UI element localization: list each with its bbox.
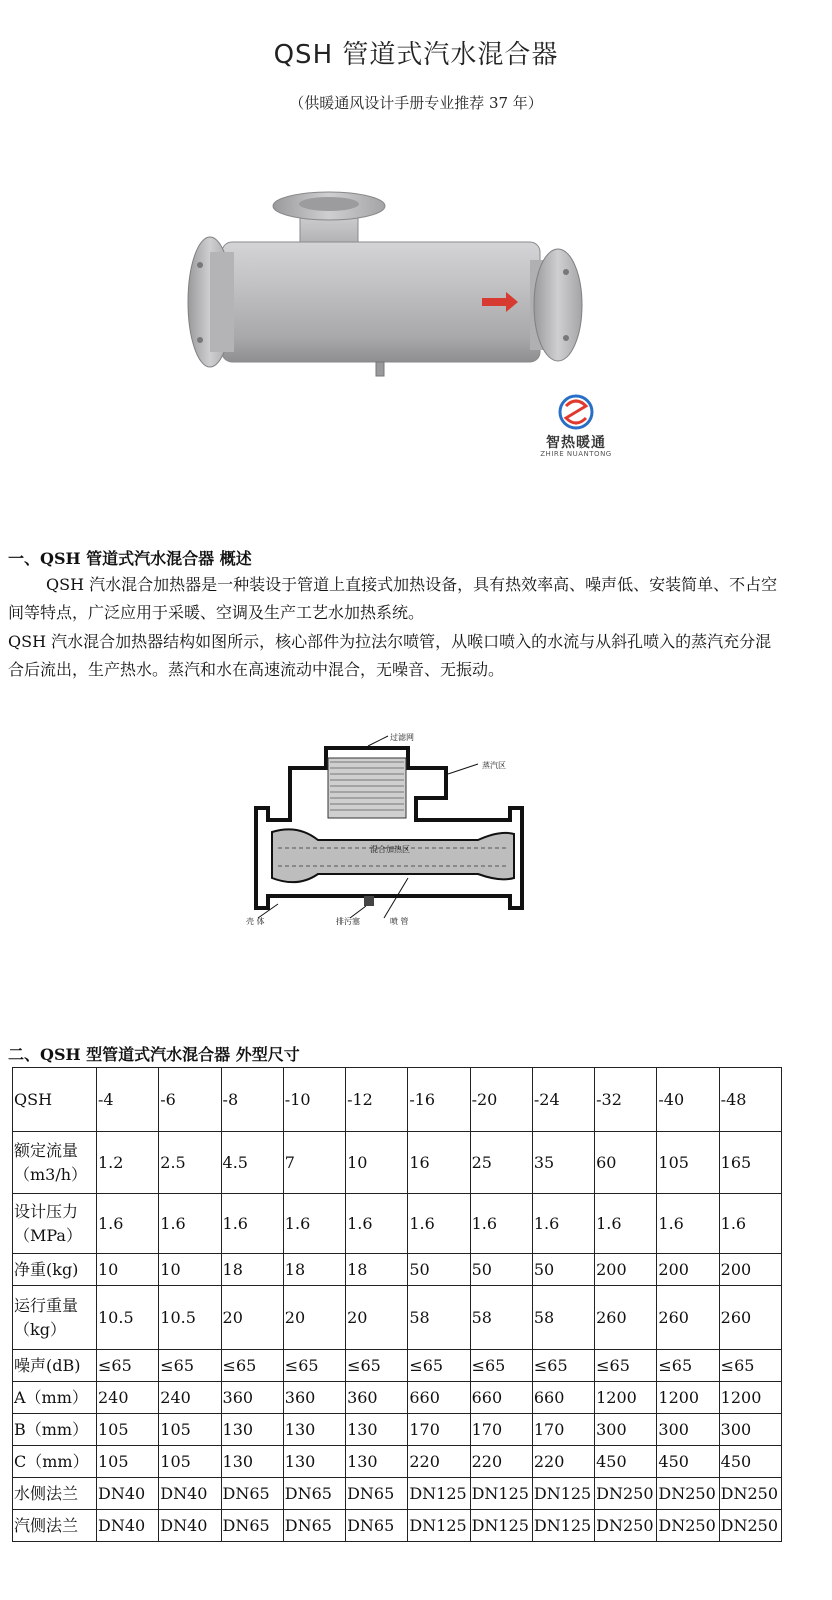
table-cell: -10 <box>283 1068 345 1132</box>
table-cell: 130 <box>283 1414 345 1446</box>
table-cell: 165 <box>719 1132 781 1194</box>
table-cell: 105 <box>97 1414 159 1446</box>
table-cell: ≤65 <box>532 1350 594 1382</box>
section1-heading: 一、QSH 管道式汽水混合器 概述 <box>8 549 252 568</box>
spec-table-body <box>13 1068 782 1542</box>
table-cell: 1.6 <box>283 1194 345 1254</box>
table-cell: 20 <box>221 1286 283 1350</box>
diagram-label-mixing-zone: 混合加热区 <box>370 845 410 854</box>
table-cell: 1.6 <box>470 1194 532 1254</box>
table-cell: 200 <box>595 1254 657 1286</box>
row-label: C（mm） <box>13 1446 97 1478</box>
table-cell: 10.5 <box>159 1286 221 1350</box>
table-cell: ≤65 <box>595 1350 657 1382</box>
table-cell: DN65 <box>346 1510 408 1542</box>
table-cell: -48 <box>719 1068 781 1132</box>
table-cell: 360 <box>283 1382 345 1414</box>
table-cell: 20 <box>283 1286 345 1350</box>
diagram-label-shell: 壳 体 <box>246 917 265 926</box>
table-cell: 660 <box>532 1382 594 1414</box>
table-cell: -4 <box>97 1068 159 1132</box>
diagram-label-filter: 过滤网 <box>390 733 414 742</box>
table-cell: DN125 <box>532 1478 594 1510</box>
table-cell: 4.5 <box>221 1132 283 1194</box>
table-cell: 50 <box>532 1254 594 1286</box>
table-cell: DN40 <box>159 1510 221 1542</box>
table-row <box>13 1382 782 1414</box>
row-label: 水侧法兰 <box>13 1478 97 1510</box>
table-cell: 200 <box>657 1254 719 1286</box>
logo-name-en: ZHIRE NUANTONG <box>540 450 612 458</box>
table-cell: 18 <box>221 1254 283 1286</box>
table-row <box>13 1194 782 1254</box>
row-label: 汽侧法兰 <box>13 1510 97 1542</box>
table-cell: 450 <box>719 1446 781 1478</box>
table-cell: ≤65 <box>159 1350 221 1382</box>
logo-mark-icon <box>536 392 616 432</box>
row-label: QSH <box>13 1068 97 1132</box>
table-cell: 130 <box>221 1446 283 1478</box>
table-cell: 220 <box>408 1446 470 1478</box>
row-label: 运行重量（kg） <box>13 1286 97 1350</box>
table-cell: 170 <box>532 1414 594 1446</box>
table-cell: 58 <box>532 1286 594 1350</box>
table-cell: 1.2 <box>97 1132 159 1194</box>
table-cell: ≤65 <box>283 1350 345 1382</box>
table-cell: DN250 <box>719 1510 781 1542</box>
table-row <box>13 1414 782 1446</box>
table-cell: 220 <box>470 1446 532 1478</box>
table-cell: ≤65 <box>221 1350 283 1382</box>
table-cell: -6 <box>159 1068 221 1132</box>
table-cell: 10 <box>346 1132 408 1194</box>
table-cell: 450 <box>595 1446 657 1478</box>
table-cell: 660 <box>470 1382 532 1414</box>
page-title: QSH 管道式汽水混合器 <box>273 40 559 70</box>
table-cell: 1200 <box>719 1382 781 1414</box>
table-cell: 1.6 <box>595 1194 657 1254</box>
table-cell: DN40 <box>97 1510 159 1542</box>
table-cell: DN250 <box>657 1478 719 1510</box>
table-cell: 18 <box>283 1254 345 1286</box>
table-cell: 1.6 <box>346 1194 408 1254</box>
table-cell: DN65 <box>221 1478 283 1510</box>
table-cell: 260 <box>719 1286 781 1350</box>
table-cell: 50 <box>408 1254 470 1286</box>
table-cell: ≤65 <box>719 1350 781 1382</box>
table-cell: 260 <box>657 1286 719 1350</box>
table-row <box>13 1478 782 1510</box>
section2-heading: 二、QSH 型管道式汽水混合器 外型尺寸 <box>8 1045 300 1064</box>
table-cell: 200 <box>719 1254 781 1286</box>
row-label: 设计压力（MPa） <box>13 1194 97 1254</box>
table-cell: 240 <box>159 1382 221 1414</box>
brand-logo <box>536 392 626 462</box>
product-photo <box>170 180 590 390</box>
table-row <box>13 1254 782 1286</box>
table-cell: 1200 <box>595 1382 657 1414</box>
table-cell: DN250 <box>595 1510 657 1542</box>
table-cell: 170 <box>470 1414 532 1446</box>
table-cell: 10 <box>159 1254 221 1286</box>
table-cell: 10.5 <box>97 1286 159 1350</box>
table-cell: 60 <box>595 1132 657 1194</box>
logo-name-cn: 智热暖通 <box>546 435 606 451</box>
table-cell: 130 <box>283 1446 345 1478</box>
table-cell: ≤65 <box>657 1350 719 1382</box>
table-cell: 20 <box>346 1286 408 1350</box>
table-row <box>13 1446 782 1478</box>
row-label: A（mm） <box>13 1382 97 1414</box>
table-cell: 1.6 <box>221 1194 283 1254</box>
table-cell: 18 <box>346 1254 408 1286</box>
table-cell: 58 <box>470 1286 532 1350</box>
section1-paragraph2: QSH 汽水混合加热器结构如图所示，核心部件为拉法尔喷管，从喉口喷入的水流与从斜孔喷入的蒸汽充分混合后流出，生产热水。蒸汽和水在高速流动中混合，无噪音、无振动。 <box>8 632 772 679</box>
table-row <box>13 1068 782 1132</box>
table-cell: ≤65 <box>346 1350 408 1382</box>
table-cell: -16 <box>408 1068 470 1132</box>
table-row <box>13 1132 782 1194</box>
table-cell: 300 <box>719 1414 781 1446</box>
table-cell: 450 <box>657 1446 719 1478</box>
diagram-label-drain-plug: 排污塞 <box>336 917 360 926</box>
table-cell: 220 <box>532 1446 594 1478</box>
table-cell: DN250 <box>595 1478 657 1510</box>
table-cell: 130 <box>346 1446 408 1478</box>
table-cell: 260 <box>595 1286 657 1350</box>
table-cell: 130 <box>346 1414 408 1446</box>
table-cell: 2.5 <box>159 1132 221 1194</box>
table-cell: ≤65 <box>408 1350 470 1382</box>
table-cell: 1.6 <box>657 1194 719 1254</box>
table-row <box>13 1510 782 1542</box>
table-cell: 130 <box>221 1414 283 1446</box>
table-cell: DN125 <box>470 1478 532 1510</box>
section1-paragraph1: QSH 汽水混合加热器是一种装设于管道上直接式加热设备，具有热效率高、噪声低、安装简单、不占空间等特点，广泛应用于采暖、空调及生产工艺水加热系统。 <box>8 575 778 622</box>
table-cell: DN125 <box>470 1510 532 1542</box>
table-cell: -8 <box>221 1068 283 1132</box>
spec-table <box>12 1067 782 1542</box>
table-cell: 1200 <box>657 1382 719 1414</box>
table-cell: 360 <box>221 1382 283 1414</box>
table-cell: DN125 <box>408 1510 470 1542</box>
table-cell: -40 <box>657 1068 719 1132</box>
table-cell: DN65 <box>283 1478 345 1510</box>
structure-diagram <box>238 728 528 928</box>
table-cell: ≤65 <box>470 1350 532 1382</box>
table-cell: DN250 <box>719 1478 781 1510</box>
table-cell: 105 <box>159 1414 221 1446</box>
table-cell: 1.6 <box>159 1194 221 1254</box>
table-cell: DN65 <box>283 1510 345 1542</box>
table-cell: 25 <box>470 1132 532 1194</box>
row-label: 额定流量（m3/h） <box>13 1132 97 1194</box>
table-cell: -24 <box>532 1068 594 1132</box>
table-cell: -12 <box>346 1068 408 1132</box>
table-cell: 7 <box>283 1132 345 1194</box>
table-cell: 105 <box>657 1132 719 1194</box>
page-subtitle: （供暖通风设计手册专业推荐 37 年） <box>289 94 543 112</box>
table-cell: 1.6 <box>532 1194 594 1254</box>
table-cell: DN250 <box>657 1510 719 1542</box>
table-row <box>13 1350 782 1382</box>
table-cell: 16 <box>408 1132 470 1194</box>
table-cell: 360 <box>346 1382 408 1414</box>
table-cell: -32 <box>595 1068 657 1132</box>
diagram-label-steam-zone: 蒸汽区 <box>482 761 506 770</box>
table-cell: 300 <box>657 1414 719 1446</box>
table-cell: 300 <box>595 1414 657 1446</box>
table-cell: 1.6 <box>97 1194 159 1254</box>
row-label: 净重(kg) <box>13 1254 97 1286</box>
row-label: 噪声(dB) <box>13 1350 97 1382</box>
table-cell: DN65 <box>346 1478 408 1510</box>
table-row <box>13 1286 782 1350</box>
table-cell: 35 <box>532 1132 594 1194</box>
table-cell: 105 <box>159 1446 221 1478</box>
table-cell: 50 <box>470 1254 532 1286</box>
table-cell: 1.6 <box>719 1194 781 1254</box>
table-cell: 58 <box>408 1286 470 1350</box>
table-cell: 105 <box>97 1446 159 1478</box>
table-cell: 660 <box>408 1382 470 1414</box>
table-cell: 240 <box>97 1382 159 1414</box>
table-cell: DN125 <box>532 1510 594 1542</box>
table-cell: 170 <box>408 1414 470 1446</box>
table-cell: DN65 <box>221 1510 283 1542</box>
table-cell: DN40 <box>97 1478 159 1510</box>
table-cell: 10 <box>97 1254 159 1286</box>
table-cell: ≤65 <box>97 1350 159 1382</box>
table-cell: 1.6 <box>408 1194 470 1254</box>
diagram-label-nozzle: 喷 管 <box>390 917 409 926</box>
table-cell: DN125 <box>408 1478 470 1510</box>
table-cell: -20 <box>470 1068 532 1132</box>
table-cell: DN40 <box>159 1478 221 1510</box>
row-label: B（mm） <box>13 1414 97 1446</box>
